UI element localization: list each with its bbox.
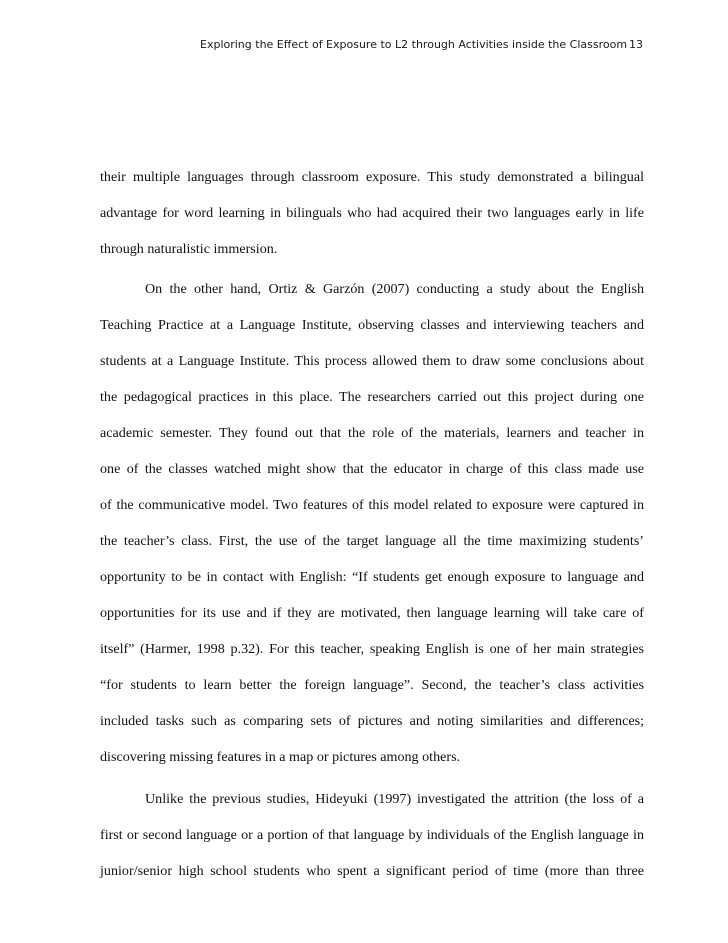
- body-line: advantage for word learning in bilinguals who had acquired their two languages early in life: [100, 205, 644, 221]
- page-number: 13: [629, 38, 643, 51]
- body-line: itself” (Harmer, 1998 p.32). For this teacher, speaking English is one of her main strategies: [100, 641, 644, 657]
- body-line: their multiple languages through classroom exposure. This study demonstrated a bilingual: [100, 169, 644, 185]
- body-line: opportunities for its use and if they are motivated, then language learning will take care of: [100, 605, 644, 621]
- body-line: through naturalistic immersion.: [100, 241, 278, 257]
- body-line: academic semester. They found out that the role of the materials, learners and teacher in: [100, 425, 644, 441]
- paragraph-first-line: Unlike the previous studies, Hideyuki (1997) investigated the attrition (the loss of a: [145, 791, 644, 807]
- body-line: “for students to learn better the foreign language”. Second, the teacher’s class activities: [100, 677, 644, 693]
- body-line: included tasks such as comparing sets of pictures and noting similarities and differences;: [100, 713, 644, 729]
- body-line: first or second language or a portion of that language by individuals of the English language in: [100, 827, 644, 843]
- body-line: one of the classes watched might show that the educator in charge of this class made use: [100, 461, 644, 477]
- body-line: discovering missing features in a map or pictures among others.: [100, 749, 461, 765]
- body-line: students at a Language Institute. This process allowed them to draw some conclusions about: [100, 353, 644, 369]
- body-line: opportunity to be in contact with English: “If students get enough exposure to language and: [100, 569, 644, 585]
- body-line: of the communicative model. Two features of this model related to exposure were captured in: [100, 497, 644, 513]
- running-head: Exploring the Effect of Exposure to L2 through Activities inside the Classroom: [200, 38, 628, 51]
- body-line: junior/senior high school students who spent a significant period of time (more than three: [100, 863, 644, 879]
- body-line: the teacher’s class. First, the use of the target language all the time maximizing students’: [100, 533, 644, 549]
- body-line: Teaching Practice at a Language Institute, observing classes and interviewing teachers and: [100, 317, 644, 333]
- paragraph-first-line: On the other hand, Ortiz & Garzón (2007) conducting a study about the English: [145, 281, 644, 297]
- body-line: the pedagogical practices in this place. The researchers carried out this project during one: [100, 389, 644, 405]
